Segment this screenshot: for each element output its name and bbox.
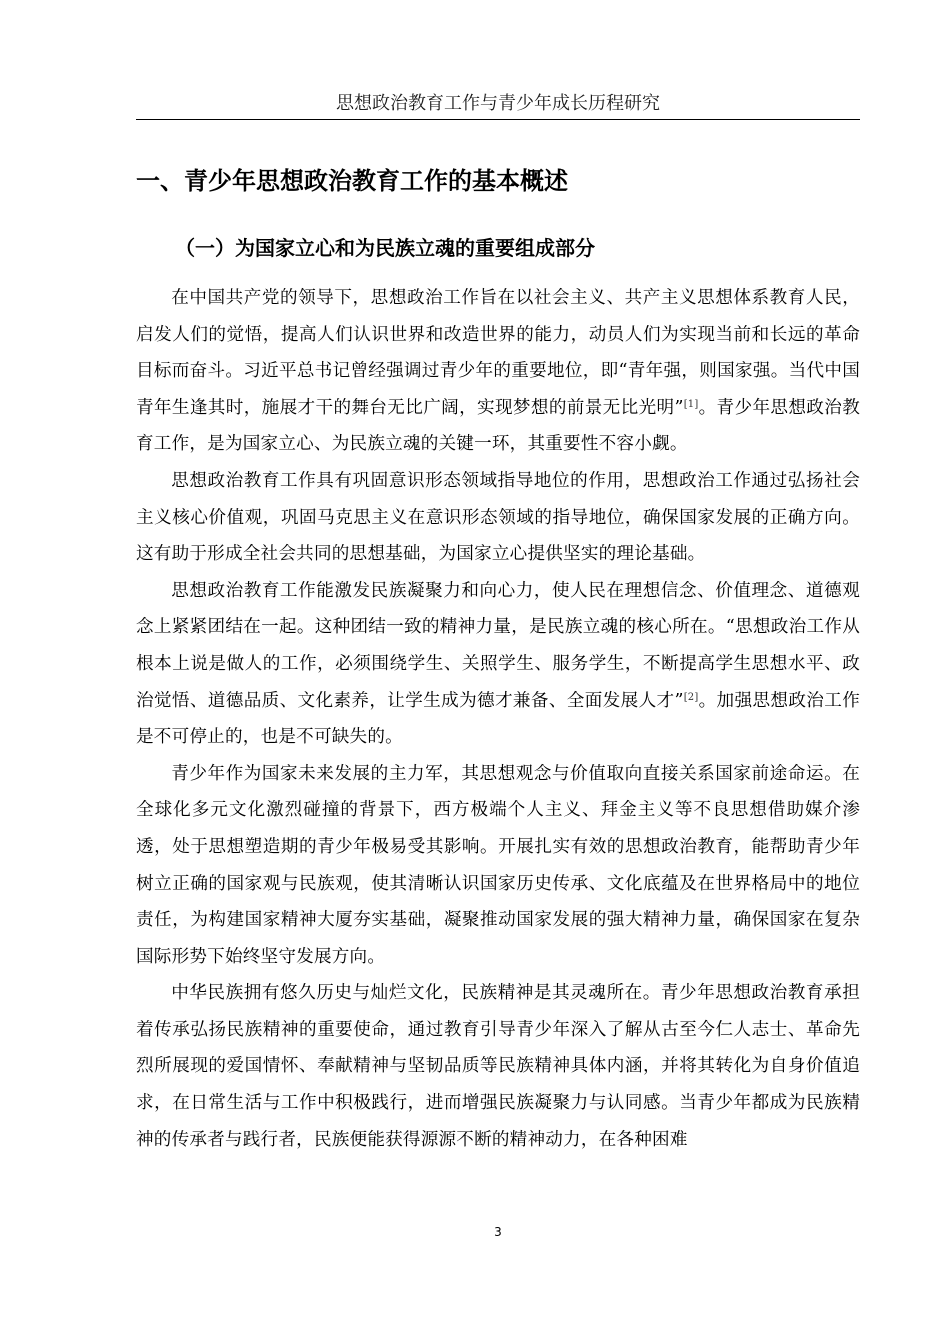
paragraph-3-text: 思想政治教育工作能激发民族凝聚力和向心力，使人民在理想信念、价值理念、道德观念上紧紧团结在一起。这种团结一致的精神力量，是民族立魂的核心所在。“思想政治工作从根本上说是做人的工作，必须围绕学生、关照学生、服务学生，不断提高学生思想水平、政治觉悟、道德品质、文化素养，让学生成为德才兼备、全面发展人才” [136,580,860,711]
page-number: 3 [494,1225,502,1239]
paragraph-4: 青少年作为国家未来发展的主力军，其思想观念与价值取向直接关系国家前途命运。在全球化多元文化激烈碰撞的背景下，西方极端个人主义、拜金主义等不良思想借助媒介渗透，处于思想塑造期的青少年极易受其影响。开展扎实有效的思想政治教育，能帮助青少年树立正确的国家观与民族观，使其清晰认识国家历史传承、文化底蕴及在世界格局中的地位责任，为构建国家精神大厦夯实基础，凝聚推动国家发展的强大精神力量，确保国家在复杂国际形势下始终坚守发展方向。 [136,763,860,967]
subsection-heading: （一）为国家立心和为民族立魂的重要组成部分 [175,236,595,260]
paragraph-3-text-cont: 。加强思想政治工作是不可停止的，也是不可缺失的。 [136,690,860,748]
body-text [136,280,860,1158]
header-divider [136,119,860,120]
section-heading: 一、青少年思想政治教育工作的基本概述 [136,167,568,195]
paragraph-3 [136,573,860,756]
running-header: 思想政治教育工作与青少年成长历程研究 [336,93,660,114]
citation-ref-2: [2] [683,691,699,703]
citation-ref-1: [1] [683,398,699,410]
paragraph-2: 思想政治教育工作具有巩固意识形态领域指导地位的作用，思想政治工作通过弘扬社会主义核心价值观，巩固马克思主义在意识形态领域的指导地位，确保国家发展的正确方向。这有助于形成全社会共同的思想基础，为国家立心提供坚实的理论基础。 [136,470,860,565]
paragraph-5: 中华民族拥有悠久历史与灿烂文化，民族精神是其灵魂所在。青少年思想政治教育承担着传承弘扬民族精神的重要使命，通过教育引导青少年深入了解从古至今仁人志士、革命先烈所展现的爱国情怀、奉献精神与坚韧品质等民族精神具体内涵，并将其转化为自身价值追求，在日常生活与工作中积极践行，进而增强民族凝聚力与认同感。当青少年都成为民族精神的传承者与践行者，民族便能获得源源不断的精神动力，在各种困难 [136,983,860,1150]
paragraph-1-text-cont: 。青少年思想政治教育工作，是为国家立心、为民族立魂的关键一环，其重要性不容小觑。 [136,397,860,455]
paragraph-1-text: 在中国共产党的领导下，思想政治工作旨在以社会主义、共产主义思想体系教育人民，启发人们的觉悟，提高人们认识世界和改造世界的能力，动员人们为实现当前和长远的革命目标而奋斗。习近平总书记曾经强调过青少年的重要地位，即“青年强，则国家强。当代中国青年生逢其时，施展才干的舞台无比广阔，实现梦想的前景无比光明” [136,288,860,418]
paragraph-1 [136,280,860,463]
